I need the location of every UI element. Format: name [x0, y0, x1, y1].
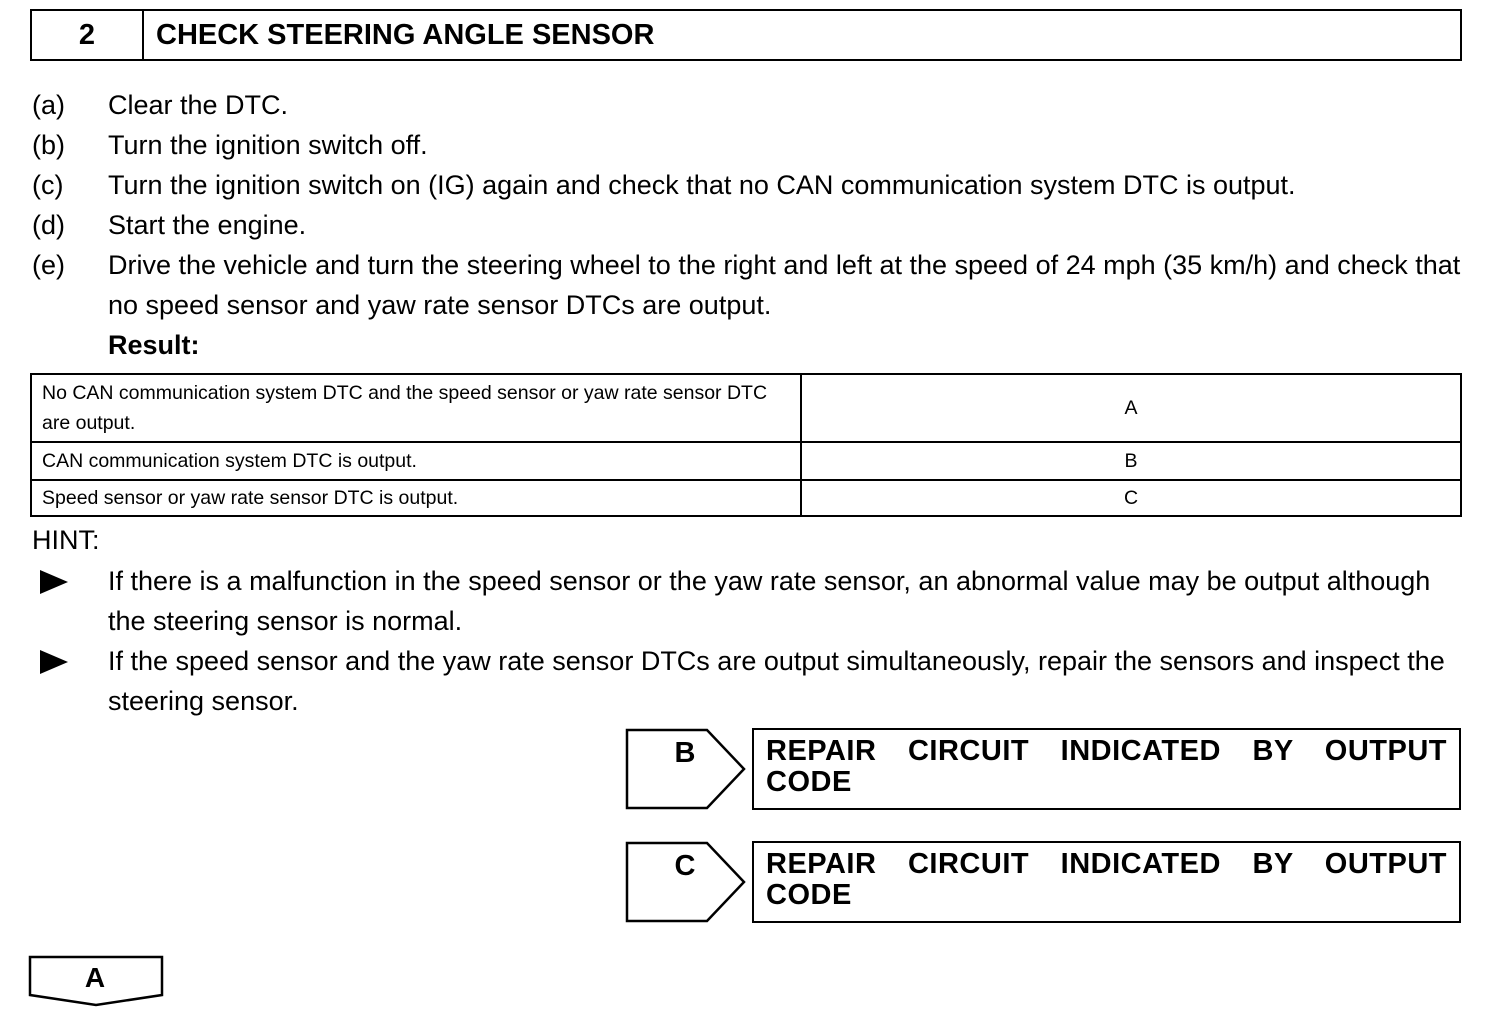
action-box — [752, 841, 1461, 923]
hint-list — [0, 561, 1504, 721]
condition-cell: Speed sensor or yaw rate sensor DTC is output. — [31, 480, 801, 516]
step-text: Clear the DTC. — [108, 90, 289, 120]
step-item — [0, 245, 1504, 325]
step-text: Turn the ignition switch off. — [108, 130, 428, 160]
code-cell: A — [801, 374, 1461, 442]
code-cell: B — [801, 442, 1461, 480]
step-text: Start the engine. — [108, 210, 307, 240]
step-letter: (a) — [32, 90, 65, 120]
step-text: Drive the vehicle and turn the steering wheel to the right and left at the speed of 24 mph (35 km/h) and check that no speed sensor and yaw rate sensor DTCs are output. — [108, 250, 1461, 320]
branch-code: C — [674, 849, 696, 882]
hint-item — [0, 641, 1504, 721]
next-step-tab — [28, 955, 168, 1007]
triangle-bullet-icon — [40, 650, 68, 674]
condition-cell: No CAN communication system DTC and the speed sensor or yaw rate sensor DTC are output. — [31, 374, 801, 442]
hint-text: If the speed sensor and the yaw rate sensor DTCs are output simultaneously, repair the sensors and inspect the steering sensor. — [108, 646, 1445, 716]
table-row — [31, 442, 1461, 480]
step-item — [0, 125, 1504, 165]
step-item — [0, 205, 1504, 245]
branch-code: B — [674, 736, 696, 769]
table-row — [31, 480, 1461, 516]
step-letter: (c) — [32, 170, 64, 200]
step-letter: (b) — [32, 130, 65, 160]
condition-cell: CAN communication system DTC is output. — [31, 442, 801, 480]
next-step-code: A — [84, 962, 106, 993]
action-text: REPAIR CIRCUIT INDICATED BY OUTPUT CODE — [766, 848, 1447, 911]
step-number: 2 — [32, 11, 144, 59]
procedure-steps — [0, 85, 1504, 365]
step-header — [30, 9, 1462, 61]
step-title: CHECK STEERING ANGLE SENSOR — [156, 18, 655, 51]
result-label: Result: — [108, 330, 200, 360]
action-box — [752, 728, 1461, 810]
triangle-bullet-icon — [40, 570, 68, 594]
hint-item — [0, 561, 1504, 641]
hint-text: If there is a malfunction in the speed sensor or the yaw rate sensor, an abnormal value may be output although the steering sensor is normal. — [108, 566, 1431, 636]
step-letter: (e) — [32, 250, 65, 280]
code-cell: C — [801, 480, 1461, 516]
step-item — [0, 165, 1504, 205]
branch-c — [625, 841, 1463, 925]
step-letter: (d) — [32, 210, 65, 240]
action-text: REPAIR CIRCUIT INDICATED BY OUTPUT CODE — [766, 735, 1447, 798]
step-item — [0, 85, 1504, 125]
table-row — [31, 374, 1461, 442]
step-text: Turn the ignition switch on (IG) again and check that no CAN communication system DTC is output. — [108, 170, 1296, 200]
branch-b — [625, 728, 1463, 812]
hint-label: HINT: — [32, 525, 100, 555]
result-table — [30, 373, 1462, 517]
